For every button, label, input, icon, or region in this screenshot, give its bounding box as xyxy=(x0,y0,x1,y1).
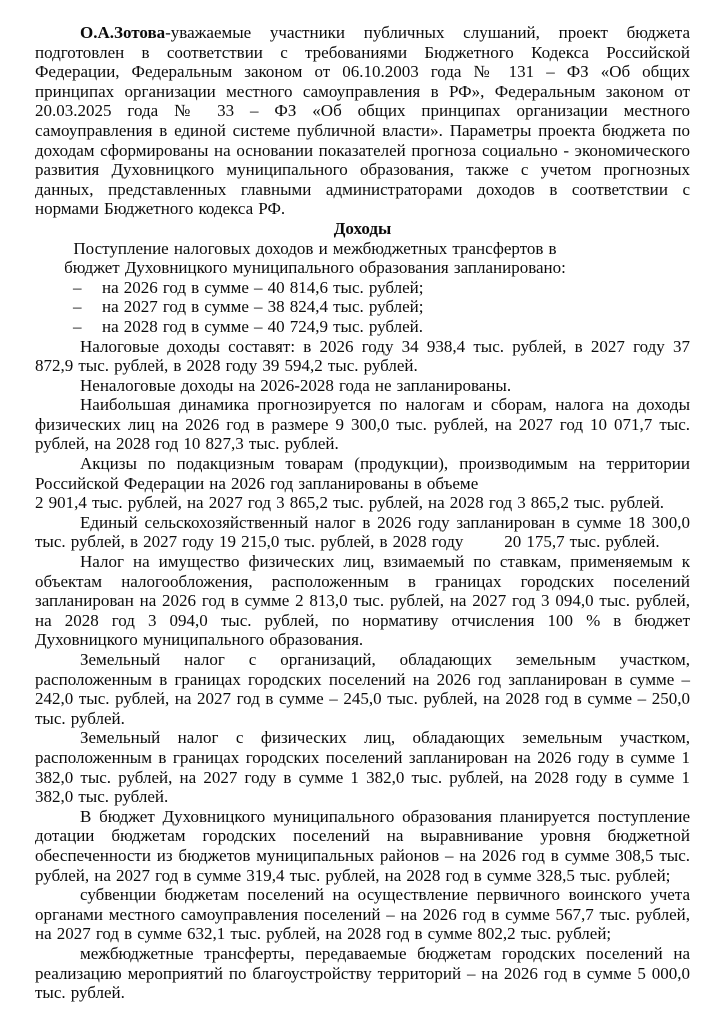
para-excise-amounts: 2 901,4 тыс. рублей, на 2027 год 3 865,2 тыс. рублей, на 2028 год 3 865,2 тыс. рублей. xyxy=(35,493,665,513)
para-land-tax-individuals: Земельный налог с физических лиц, обладающих земельным участком, расположенным в границах городских поселений запланирован на 2026 году в сумме 1 382,0 тыс. рублей, на 2027 году в сумме 1 382,0 тыс. рублей, на 2028 году в сумме 1 382,0 тыс. рублей. xyxy=(35,728,690,807)
list-item-text: на 2028 год в сумме – 40 724,9 тыс. рублей. xyxy=(102,316,423,336)
list-item-text: на 2027 год в сумме – 38 824,4 тыс. рублей; xyxy=(102,297,424,317)
para-tax-revenues: Налоговые доходы составят: в 2026 году 34 938,4 тыс. рублей, в 2027 году 37 872,9 тыс. рублей, в 2028 году 39 594,2 тыс. рублей. xyxy=(35,336,690,376)
revenues-heading: Доходы xyxy=(333,218,392,238)
dash-bullet: – xyxy=(73,297,82,317)
para-land-tax-organizations: Земельный налог с организаций, обладающих земельным участком, расположенным в границах городских поселений на 2026 год запланирован в сумме – 242,0 тыс. рублей, на 2027 год в сумме – 245,0 тыс. рублей, на 2028 год в сумме – 250,0 тыс. рублей. xyxy=(35,650,690,728)
para-non-tax-revenues: Неналоговые доходы на 2026-2028 года не запланированы. xyxy=(80,375,512,395)
intro-paragraph xyxy=(35,23,690,219)
speaker-name: О.А.Зотова xyxy=(80,23,166,42)
revenue-list-item-2026 xyxy=(35,278,690,298)
para-excise: Акцизы по подакцизным товарам (продукции), производимым на территории Российской Федерации на 2026 год запланированы в объеме xyxy=(35,454,690,493)
dash-bullet: – xyxy=(73,277,82,297)
intro-text: -уважаемые участники публичных слушаний, проект бюджета подготовлен в соответствии с требованиями Бюджетного Кодекса Российской Федерации, Федеральным законом от 06.10.2003 года № 131 – ФЗ «Об общих принципах организации местного самоуправления в РФ», Федеральным законом от 20.03.2025 года № 33 – ФЗ «Об общих принципах организации местного самоуправления в единой системе публичной власти». Параметры проекта бюджета по доходам сформированы на основании показателей прогноза социально - экономического развития Духовницкого муниципального образования, также с учетом прогнозных данных, представленных главными администраторами доходов в соответствии с нормами Бюджетного кодекса РФ. xyxy=(35,23,690,219)
para-property-tax: Налог на имущество физических лиц, взимаемый по ставкам, применяемым к объектам налогообложения, расположенным в границах городских поселений запланирован на 2026 год в сумме 2 813,0 тыс. рублей, на 2027 год 3 094,0 тыс. рублей, на 2028 год 3 094,0 тыс. рублей, по нормативу отчисления 100 % в бюджет Духовницкого муниципального образования. xyxy=(35,552,690,650)
para-dotation: В бюджет Духовницкого муниципального образования планируется поступление дотации бюджетам городских поселений на выравнивание уровня бюджетной обеспеченности из бюджетов муниципальных районов – на 2026 год в сумме 308,5 тыс. рублей, на 2027 год в сумме 319,4 тыс. рублей, на 2028 год в сумме 328,5 тыс. рублей; xyxy=(35,806,690,885)
dash-bullet: – xyxy=(73,316,82,336)
para-transfers: межбюджетные трансферты, передаваемые бюджетам городских поселений на реализацию мероприятий по благоустройству территорий – на 2026 год в сумме 5 000,0 тыс. рублей. xyxy=(35,943,690,1003)
revenue-list-item-2027 xyxy=(35,297,690,317)
revenues-intro: Поступление налоговых доходов и межбюджетных трансфертов в бюджет Духовницкого муниципального образования запланировано: xyxy=(64,238,566,278)
planned-revenue-list xyxy=(35,278,690,337)
list-item-text: на 2026 год в сумме – 40 814,6 тыс. рублей; xyxy=(102,277,424,297)
para-agricultural-tax: Единый сельскохозяйственный налог в 2026 году запланирован в сумме 18 300,0 тыс. рублей, в 2027 году 19 215,0 тыс. рублей, в 2028 году 20 175,7 тыс. рублей. xyxy=(35,512,690,552)
para-subventions: субвенции бюджетам поселений на осуществление первичного воинского учета органами местного самоуправления поселений – на 2026 год в сумме 567,7 тыс. рублей, на 2027 год в сумме 632,1 тыс. рублей, на 2028 год в сумме 802,2 тыс. рублей; xyxy=(35,885,690,944)
revenue-list-item-2028 xyxy=(35,317,690,337)
para-personal-income-tax: Наибольшая динамика прогнозируется по налогам и сборам, налога на доходы физических лиц на 2026 год в размере 9 300,0 тыс. рублей, на 2027 год 10 071,7 тыс. рублей, на 2028 год 10 827,3 тыс. рублей. xyxy=(35,395,690,454)
